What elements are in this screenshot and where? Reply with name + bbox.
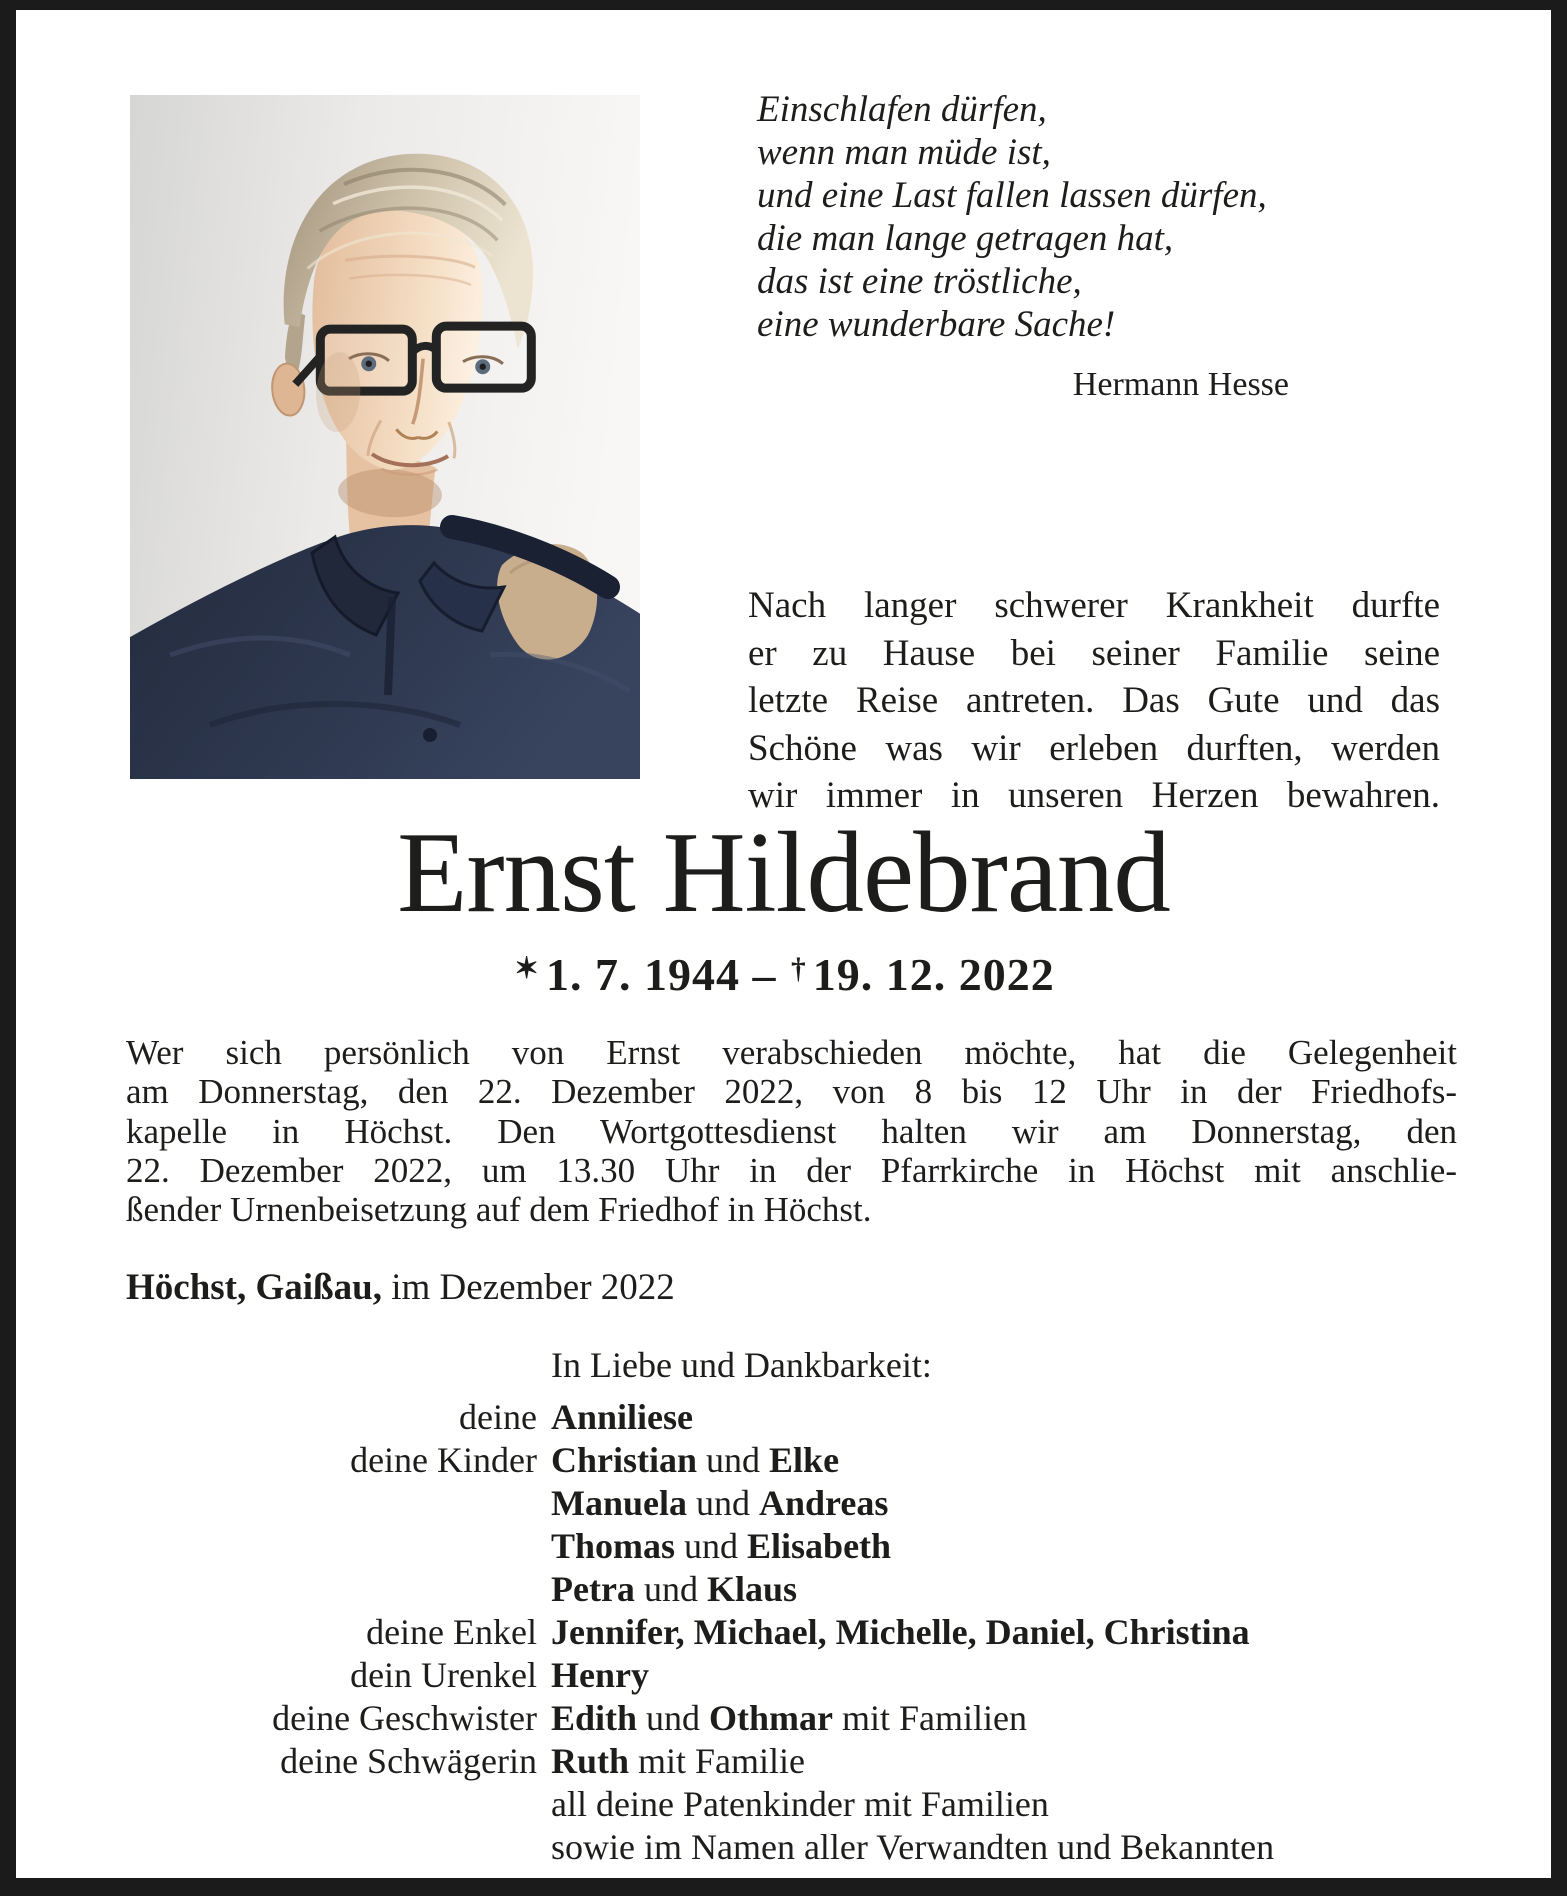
family-row-label: deine Enkel: [366, 1612, 537, 1652]
family-name-segment: Christian: [551, 1440, 698, 1480]
family-name-segment: Petra: [551, 1569, 635, 1609]
family-name-segment: mit Familien: [833, 1698, 1028, 1738]
family-row-label: dein Urenkel: [350, 1655, 537, 1695]
family-name-segment: Andreas: [759, 1483, 889, 1523]
family-row-label: [126, 1568, 537, 1611]
quote-block: [757, 88, 1297, 346]
quote-attribution: Hermann Hesse: [1072, 366, 1289, 403]
family-name-segment: mit Familie: [629, 1741, 806, 1781]
family-row-names: [551, 1783, 1506, 1826]
birth-star-icon: ✶: [514, 953, 540, 985]
family-row-label: [126, 1482, 537, 1525]
family-row-names: [551, 1568, 1506, 1611]
intro-line: wir immer in unseren Herzen bewahren.: [748, 775, 1440, 816]
family-name-segment: Henry: [551, 1655, 649, 1695]
family-row-names: [551, 1482, 1506, 1525]
family-name-segment: Othmar: [709, 1698, 834, 1738]
intro-line: Schöne was wir erleben durften, werden: [748, 727, 1440, 769]
family-name-segment: Klaus: [706, 1569, 797, 1609]
death-cross-icon: †: [790, 953, 807, 985]
announcement-line: ßender Urnenbeisetzung auf dem Friedhof in Höchst.: [126, 1190, 872, 1230]
family-row-names: [551, 1611, 1506, 1654]
family-row-names: [551, 1740, 1506, 1783]
family-name-segment: Edith: [551, 1698, 638, 1738]
family-intro: In Liebe und Dankbarkeit:: [551, 1345, 932, 1385]
family-row-label: deine Geschwister: [272, 1698, 537, 1738]
family-row-label: [126, 1525, 537, 1568]
family-name-segment: und: [687, 1483, 760, 1523]
family-name-segment: sowie im Namen aller Verwandten und Bekannten: [551, 1827, 1275, 1867]
birth-date: 1. 7. 1944: [545, 949, 740, 1000]
family-row-label: deine: [459, 1397, 537, 1437]
announcement-line: 22. Dezember 2022, um 13.30 Uhr in der Pfarrkirche in Höchst mit anschlie-: [126, 1150, 1457, 1190]
family-name-segment: und: [634, 1569, 707, 1609]
place-dateline: [126, 1266, 675, 1309]
family-name-segment: Elke: [769, 1440, 840, 1480]
quote-line: eine wunderbare Sache!: [757, 304, 1116, 345]
family-name-segment: Jennifer, Michael, Michelle, Daniel, Christina: [551, 1612, 1250, 1652]
family-row-label: deine Schwägerin: [280, 1741, 537, 1781]
family-row-label: [126, 1826, 537, 1869]
quote-line: die man lange getragen hat,: [757, 218, 1174, 259]
family-name-segment: und: [637, 1698, 710, 1738]
family-row-label: deine Kinder: [350, 1440, 537, 1480]
family-name-segment: all deine Patenkinder mit Familien: [551, 1784, 1049, 1824]
quote-line: wenn man müde ist,: [757, 132, 1051, 173]
family-name-segment: Ruth: [551, 1741, 630, 1781]
family-name-segment: Thomas: [551, 1526, 676, 1566]
intro-paragraph: [748, 582, 1440, 820]
intro-line: Nach langer schwerer Krankheit durfte: [748, 585, 1440, 626]
life-dates: [16, 948, 1551, 1001]
announcement-line: kapelle in Höchst. Den Wortgottesdienst halten wir am Donnerstag, den: [126, 1111, 1457, 1151]
family-row-names: [551, 1396, 1506, 1439]
family-row-names: [551, 1826, 1506, 1869]
family-name-segment: Manuela: [551, 1483, 688, 1523]
death-date: 19. 12. 2022: [812, 949, 1055, 1000]
family-name-segment: und: [675, 1526, 748, 1566]
funeral-announcement: [126, 1033, 1457, 1229]
quote-line: das ist eine tröstliche,: [757, 261, 1082, 302]
portrait-photo: [130, 95, 640, 779]
family-name-segment: Anniliese: [551, 1397, 694, 1437]
family-row-names: [551, 1525, 1506, 1568]
family-row-names: [551, 1654, 1506, 1697]
deceased-name: Ernst Hildebrand: [397, 809, 1170, 936]
announcement-line: am Donnerstag, den 22. Dezember 2022, von 8 bis 12 Uhr in der Friedhofs-: [126, 1072, 1457, 1112]
quote-line: und eine Last fallen lassen dürfen,: [757, 175, 1267, 216]
family-row-label: [126, 1783, 537, 1826]
family-name-segment: und: [697, 1440, 770, 1480]
intro-line: letzte Reise antreten. Das Gute und das: [748, 680, 1440, 721]
quote-line: Einschlafen dürfen,: [757, 89, 1047, 130]
family-row-names: [551, 1439, 1506, 1482]
dates-separator: –: [752, 949, 777, 1000]
dateline-date: im Dezember 2022: [381, 1267, 675, 1308]
family-list: [126, 1396, 1506, 1869]
family-row-names: [551, 1697, 1506, 1740]
family-name-segment: Elisabeth: [747, 1526, 892, 1566]
intro-line: er zu Hause bei seiner Familie seine: [748, 632, 1440, 674]
dateline-places: Höchst, Gaißau,: [126, 1267, 382, 1308]
announcement-line: Wer sich persönlich von Ernst verabschieden möchte, hat die Gelegenheit: [126, 1033, 1457, 1072]
